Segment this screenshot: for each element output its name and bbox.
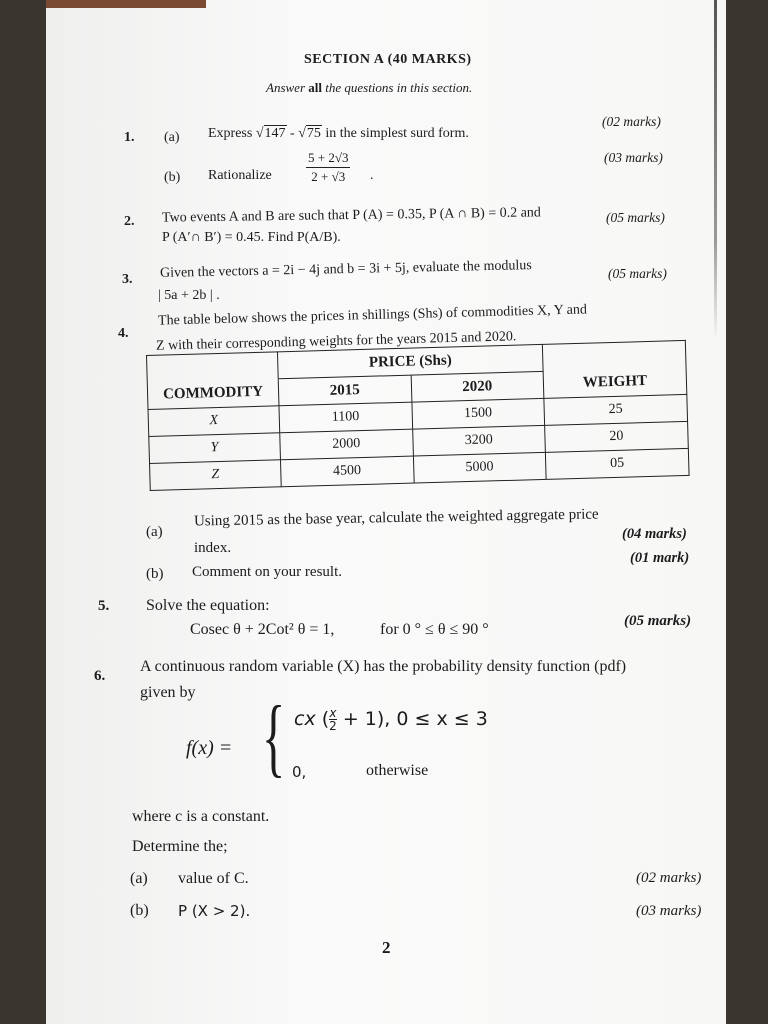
section-title: SECTION A (40 MARKS) [304,52,472,67]
question-5-number: 5. [98,598,110,614]
weight-header-top [542,340,686,371]
price-2020-cell: 1500 [411,398,544,429]
weight-cell: 05 [545,448,689,479]
question-6-line2: given by [140,684,196,701]
fraction-numerator: 5 + 2√3 [306,150,350,168]
question-6a-label: (a) [130,870,148,887]
question-1b-text: Rationalize [208,168,272,183]
question-4a-line1: Using 2015 as the base year, calculate the weighted aggregate price [193,506,599,530]
weight-cell: 25 [544,394,688,425]
page-number: 2 [382,938,391,957]
price-2015-cell: 4500 [280,456,413,487]
instruction-text-post: the questions in this section. [321,80,473,95]
piecewise-brace: { [262,689,286,786]
question-1b-fraction [306,150,350,185]
q1a-minus: - [286,126,299,141]
q1a-post: in the simplest surd form. [321,126,469,141]
fraction-denominator: 2 + √3 [311,169,346,184]
question-1-number: 1. [124,130,135,145]
case1-post: + 1), 0 ≤ x ≤ 3 [342,708,488,730]
question-1b-label: (b) [164,170,181,185]
question-4b-marks: (01 mark) [630,550,690,566]
question-5-marks: (05 marks) [624,613,692,629]
question-6-number: 6. [94,668,106,684]
question-6-determine: Determine the; [132,838,228,855]
price-2015-cell: 1100 [279,402,412,433]
question-4b-text: Comment on your result. [192,564,342,580]
case1-frac-den: 2 [329,719,337,733]
question-4-number: 4. [118,326,129,341]
question-1a-text: Express √147 - √75 in the simplest surd form. [208,126,469,141]
question-2-number: 2. [124,214,135,229]
question-4a-line2: index. [194,540,232,556]
price-header: PRICE (Shs) [277,344,543,378]
question-4b-label: (b) [146,566,164,582]
instruction-text-bold: all [308,80,322,95]
pdf-case-2-condition: otherwise [366,762,429,779]
weight-header: WEIGHT [543,367,687,398]
question-3-line2: | 5a + 2b | . [158,288,220,303]
question-2-line1: Two events A and B are such that P (A) = 0.35, P (A ∩ B) = 0.2 and [161,205,541,226]
exam-page [46,0,726,1024]
table-corner-cell [147,352,279,383]
question-6a-text: value of C. [178,870,249,887]
commodity-header: COMMODITY [147,379,279,410]
question-6a-marks: (02 marks) [636,870,702,886]
question-2-marks: (05 marks) [606,210,665,225]
page-fold-shadow [714,0,717,340]
q1a-pre: Express [208,126,256,141]
question-1a-marks: (02 marks) [602,114,661,129]
pdf-function-label: f(x) = [186,737,233,759]
price-2015-cell: 2000 [280,429,413,460]
question-6-line1: A continuous random variable (X) has the probability density function (pdf) [140,658,627,675]
question-6b-label: (b) [130,902,149,919]
question-6b-text: P (X > 2). [178,902,251,920]
q1a-root2: 75 [306,126,321,141]
question-2-line2: P (A′∩ B′) = 0.45. Find P(A/B). [162,230,341,245]
question-5-range: for 0 ° ≤ θ ≤ 90 ° [380,621,489,638]
question-3-marks: (05 marks) [608,266,667,281]
question-3-line1: Given the vectors a = 2i − 4j and b = 3i + 5j, evaluate the modulus [159,258,532,281]
weight-cell: 20 [545,421,689,452]
question-1a-label: (a) [164,130,180,145]
price-2020-cell: 5000 [413,452,546,483]
case1-frac-num: x [329,706,337,720]
commodity-cell: Y [149,433,281,464]
question-4a-marks: (04 marks) [622,526,687,542]
question-1b-dot: . [370,168,374,183]
question-3-number: 3. [122,272,133,287]
pdf-case-1: cx ( $\frac{x}{2}$ + 1), 0 ≤ x ≤ 3 [294,706,488,733]
price-table [146,340,690,491]
question-4a-label: (a) [146,524,163,540]
question-5-equation: Cosec θ + 2Cot² θ = 1, [190,621,335,638]
year-2020-header: 2020 [411,371,544,402]
instruction-text-pre: Answer [266,80,309,95]
q1a-root1: 147 [264,126,286,141]
pdf-case-2-value: 0, [292,763,307,781]
question-5-line1: Solve the equation: [146,597,270,614]
year-2015-header: 2015 [278,375,411,406]
question-1b-marks: (03 marks) [604,150,663,165]
page-top-edge [46,0,206,8]
commodity-cell: Z [150,460,282,491]
question-4-line1: The table below shows the prices in shillings (Shs) of commodities X, Y and [157,302,588,329]
commodity-cell: X [148,406,280,437]
section-instruction [266,80,472,96]
case1-fraction [329,707,337,732]
question-4-line2: Z with their corresponding weights for the years 2015 and 2020. [155,329,517,354]
case1-coefficient: cx [294,708,316,730]
price-2020-cell: 3200 [412,425,545,456]
question-6b-marks: (03 marks) [636,903,702,919]
question-6-where: where c is a constant. [132,808,270,825]
